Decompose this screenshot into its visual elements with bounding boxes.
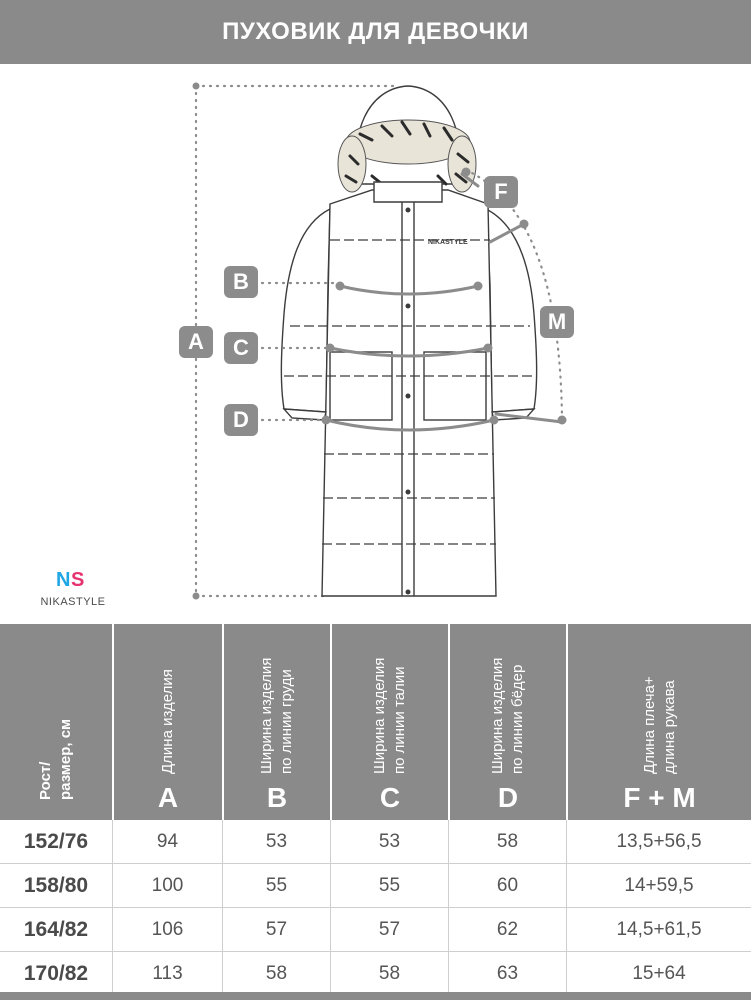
marker-b: B	[224, 266, 258, 298]
cell-size: 164/82	[23, 918, 89, 941]
header-size	[0, 624, 112, 820]
table-header	[0, 624, 751, 820]
marker-m: M	[540, 306, 574, 338]
cell-hips: 63	[448, 952, 566, 996]
cell-hips: 58	[448, 820, 566, 864]
header-letter-b: B	[266, 782, 288, 813]
marker-f: F	[484, 176, 518, 208]
size-table	[0, 624, 751, 1000]
table-row	[0, 908, 751, 952]
header-chest	[222, 624, 330, 820]
header-sleeve-line-2: длина рукава	[660, 680, 678, 774]
cell-length: 106	[112, 908, 222, 952]
marker-d: D	[224, 404, 258, 436]
marker-c: C	[224, 332, 258, 364]
brand-mark-right: S	[71, 569, 85, 591]
header-length	[112, 624, 222, 820]
cell-size: 158/80	[23, 874, 89, 897]
cell-waist: 57	[330, 908, 448, 952]
table-row	[0, 864, 751, 908]
cell-chest: 57	[222, 908, 330, 952]
cell-size: 152/76	[23, 830, 89, 853]
garment-diagram	[0, 64, 751, 624]
cell-chest: 55	[222, 864, 330, 908]
cell-sleeve: 14+59,5	[566, 864, 751, 908]
header-hips-line-2: по линии бёдер	[509, 664, 526, 774]
header-size-line-2: размер, см	[57, 718, 74, 800]
cell-hips: 60	[448, 864, 566, 908]
header-length-line-1: Длина изделия	[159, 669, 176, 774]
cell-sleeve: 14,5+61,5	[566, 908, 751, 952]
page-title: ПУХОВИК ДЛЯ ДЕВОЧКИ	[222, 18, 529, 45]
garment-label: NIKASTYLE	[428, 239, 468, 246]
cell-waist: 58	[330, 952, 448, 996]
cell-length: 100	[112, 864, 222, 908]
brand-name: NIKASTYLE	[40, 596, 106, 608]
cell-waist: 53	[330, 820, 448, 864]
header-chest-line-2: по линии груди	[278, 669, 295, 774]
cell-chest: 58	[222, 952, 330, 996]
cell-sleeve: 15+64	[566, 952, 751, 996]
cell-length: 113	[112, 952, 222, 996]
header-waist-line-2: по линии талии	[391, 666, 408, 774]
table-row	[0, 952, 751, 996]
header-hips-line-1: Ширина изделия	[489, 657, 506, 774]
header-waist	[330, 624, 448, 820]
coat-sketch	[0, 64, 751, 624]
header-letter-a: A	[157, 782, 179, 813]
header-size-line-1: Рост/	[37, 761, 54, 800]
brand-mark-left: N	[56, 569, 71, 591]
bottom-bar	[0, 992, 751, 1000]
header-sleeve	[566, 624, 751, 820]
header-waist-line-1: Ширина изделия	[371, 657, 388, 774]
header-hips	[448, 624, 566, 820]
cell-sleeve: 13,5+56,5	[566, 820, 751, 864]
table-row	[0, 820, 751, 864]
title-bar	[0, 0, 751, 64]
cell-length: 94	[112, 820, 222, 864]
cell-hips: 62	[448, 908, 566, 952]
header-letter-fm: F + M	[623, 782, 696, 813]
header-letter-c: C	[379, 782, 401, 813]
brand-logo	[38, 570, 108, 608]
header-sleeve-line-1: Длина плеча+	[640, 676, 658, 774]
cell-chest: 53	[222, 820, 330, 864]
cell-size: 170/82	[23, 962, 89, 985]
brand-mark	[56, 570, 90, 590]
header-chest-line-1: Ширина изделия	[258, 657, 275, 774]
header-letter-d: D	[497, 782, 519, 813]
cell-waist: 55	[330, 864, 448, 908]
marker-a: A	[179, 326, 213, 358]
